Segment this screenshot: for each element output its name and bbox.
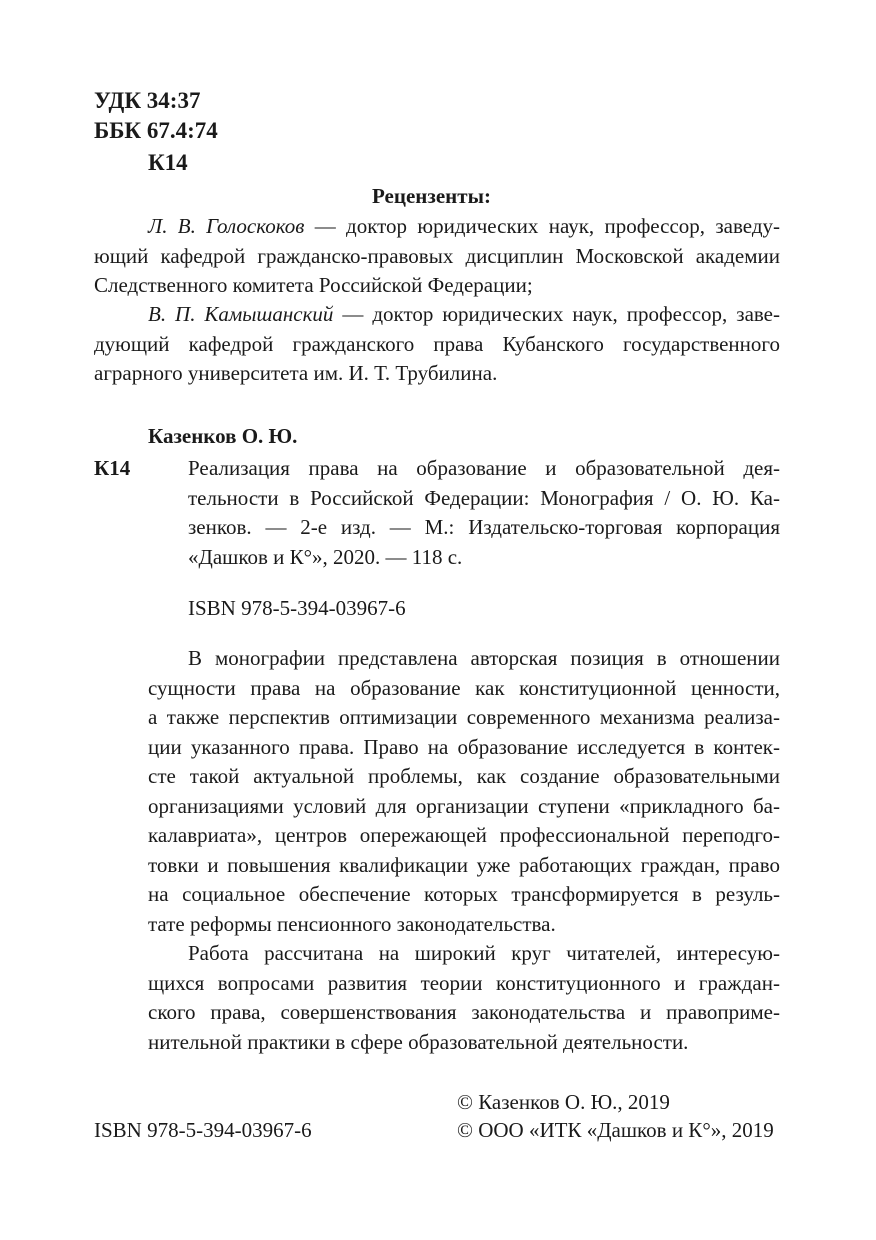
author-mark: К14 <box>148 150 188 175</box>
footer-isbn: ISBN 978-5-394-03967-6 <box>94 1118 312 1142</box>
reviewer-1-line-2: ющий кафедрой гражданско-правовых дисциплин Московской академии <box>94 243 780 268</box>
abstract-p1-line-8: товки и повышения квалификации уже работающих граждан, право <box>148 852 780 877</box>
abstract-p1-line-6: организациями условий для организации ступени «прикладного ба- <box>148 793 780 818</box>
reviewer-2-name: В. П. Камышанский <box>148 302 334 326</box>
reviewer-2-line-2: дующий кафедрой гражданского права Кубанского государственного <box>94 331 780 356</box>
abstract-p2-line-4: нительной практики в сфере образовательной деятельности. <box>148 1029 689 1054</box>
abstract-p1-line-5: сте такой актуальной проблемы, как создание образовательными <box>148 764 780 788</box>
copyright-author: © Казенков О. Ю., 2019 <box>457 1090 670 1114</box>
abstract-p1-line-9: на социальное обеспечение которых трансформируется в резуль- <box>148 882 780 906</box>
copyright-publisher: © ООО «ИТК «Дашков и К°», 2019 <box>457 1118 774 1142</box>
abstract-p1-line-4: ции указанного права. Право на образование исследуется в контек- <box>148 734 780 759</box>
bibliography-isbn: ISBN 978-5-394-03967-6 <box>188 596 406 620</box>
reviewer-1-name: Л. В. Голоскоков <box>148 214 305 238</box>
reviewer-1-line-3: Следственного комитета Российской Федерации; <box>94 273 533 297</box>
reviewer-2-line-3: аграрного университета им. И. Т. Трубилина. <box>94 361 498 385</box>
udk-code: УДК 34:37 <box>94 88 201 113</box>
reviewer-2-line-1: В. П. Камышанский — доктор юридических наук, профессор, заве- <box>148 302 780 326</box>
bibliography-description <box>188 454 780 572</box>
abstract-paragraph-2 <box>148 939 780 1057</box>
abstract-p1-line-1: В монографии представлена авторская позиция в отношении <box>188 646 780 670</box>
bibliography-line-4: «Дашков и К°», 2020. — 118 с. <box>188 544 463 569</box>
bibliography-line-2: тельности в Российской Федерации: Монография / О. Ю. Ка- <box>188 485 780 510</box>
bibliography-line-3: зенков. — 2-е изд. — М.: Издательско-торговая корпорация <box>188 515 780 539</box>
abstract-p2-line-2: щихся вопросами развития теории конституционного и граждан- <box>148 970 780 995</box>
reviewer-1-block <box>94 212 780 301</box>
reviewer-1-line-1: Л. В. Голоскоков — доктор юридических наук, профессор, заведу- <box>148 214 780 238</box>
bibliography-mark: К14 <box>94 456 131 480</box>
abstract-paragraph-1 <box>148 644 780 939</box>
abstract-p1-line-7: калавриата», центров опережающей профессиональной переподго- <box>148 823 780 847</box>
abstract-p2-line-3: ского права, совершенствования законодательства и правоприме- <box>148 1000 780 1024</box>
reviewers-heading: Рецензенты: <box>372 184 491 208</box>
abstract-p2-line-1: Работа рассчитана на широкий круг читателей, интересую- <box>188 941 780 965</box>
bibliography-author: Казенков О. Ю. <box>148 424 298 448</box>
bibliography-line-1: Реализация права на образование и образовательной дея- <box>188 456 780 480</box>
abstract-p1-line-3: а также перспектив оптимизации современного механизма реализа- <box>148 705 780 729</box>
bbk-code: ББК 67.4:74 <box>94 118 218 143</box>
abstract-p1-line-10: тате реформы пенсионного законодательства. <box>148 911 556 936</box>
abstract-p1-line-2: сущности права на образование как конституционной ценности, <box>148 675 780 700</box>
reviewer-2-block <box>94 300 780 389</box>
